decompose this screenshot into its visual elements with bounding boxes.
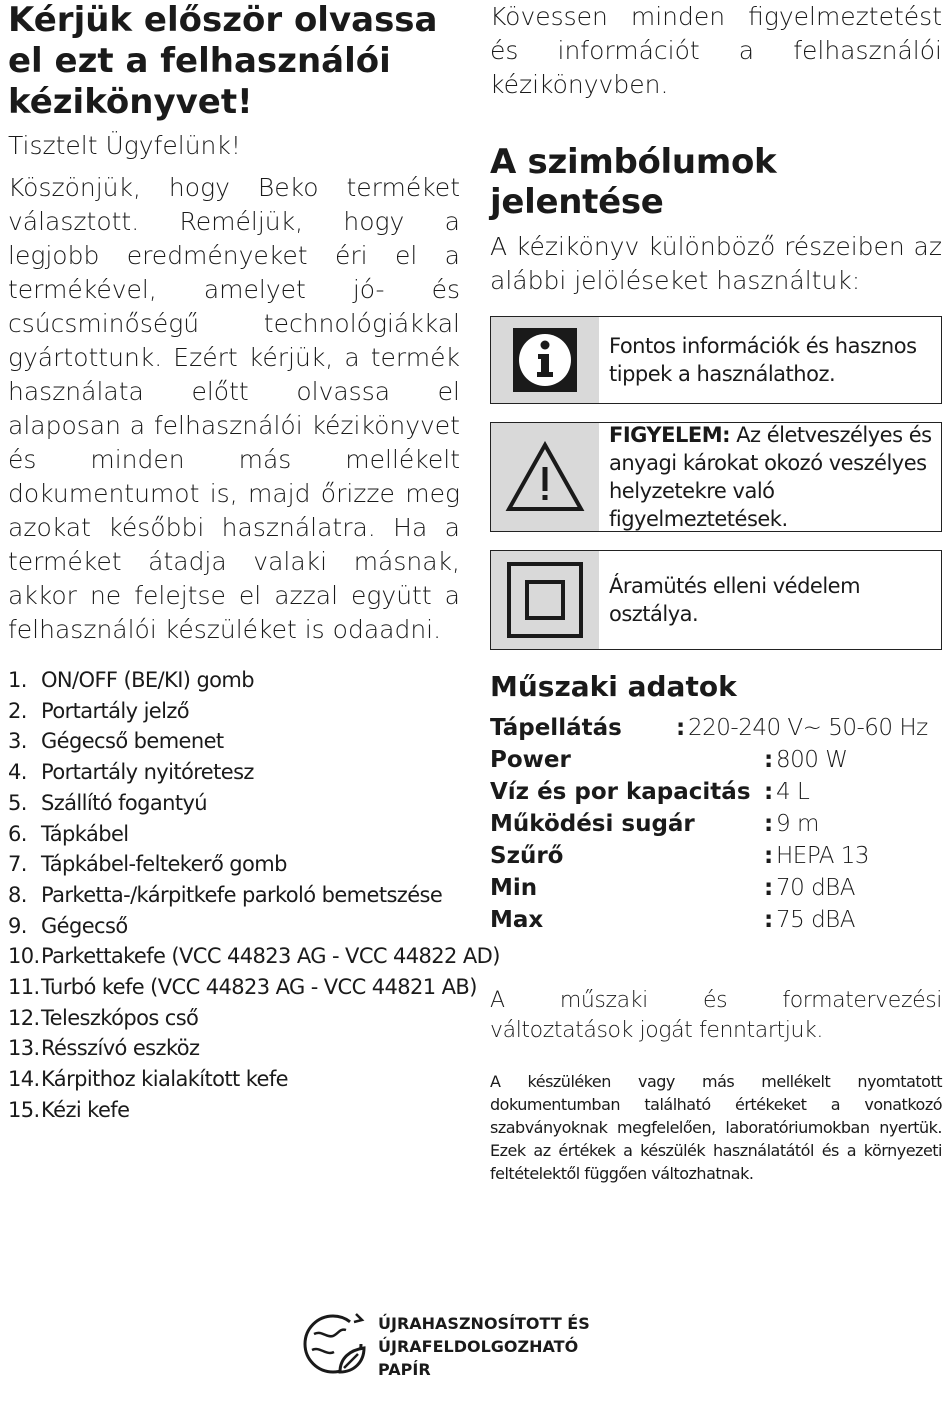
list-item: 3. Gégecső bemenet <box>8 729 224 754</box>
symbol-info-box <box>490 316 942 404</box>
table-row: Víz és por kapacitás : 4 L <box>490 779 810 805</box>
symbol-class-box <box>490 550 942 650</box>
parts-list <box>8 665 500 1126</box>
rights-note: A műszaki és formatervezési változtatások jogát fenntartjuk. <box>490 988 942 1043</box>
list-item: 12. Teleszkópos cső <box>8 1005 199 1030</box>
table-row: Működési sugár : 9 m <box>490 811 819 837</box>
list-item: 5. Szállító fogantyú <box>8 790 208 815</box>
list-item: 4. Portartály nyitóretesz <box>8 760 254 785</box>
table-row: Power : 800 W <box>490 747 848 773</box>
info-icon <box>491 317 599 403</box>
list-item: 7. Tápkábel-feltekerő gomb <box>8 852 287 877</box>
double-insulation-icon <box>491 551 599 649</box>
intro-paragraph: Köszönjük, hogy Beko terméket választott. Reméljük, hogy a legjobb eredményeket éri el a termékével, amelyet jó- és csúcsminőségű technológiákkal gyártottunk. Ezért kérjük, a termék használata előtt olvassa el alaposan a felhasználói kézikönyvet és minden más mellékelt dokumentumot is, majd őrizze meg azokat későbbi használatra. Ha a terméket átadja valaki másnak, akkor ne felejtse el azzal együtt a felhasználói készüléket is odaadni. <box>8 173 460 644</box>
footer-text: ÚJRAHASZNOSÍTOTT ÉS ÚJRAFELDOLGOZHATÓ PAPÍR <box>378 1313 590 1379</box>
specs-table <box>490 744 869 936</box>
warning-icon <box>491 423 599 531</box>
recycle-globe-icon <box>300 1306 370 1386</box>
symbol-description: Fontos információk és hasznos tippek a használathoz. <box>609 334 917 386</box>
symbol-warning-box <box>490 422 942 532</box>
table-row: Min : 70 dBA <box>490 875 855 901</box>
list-item: 14. Kárpithoz kialakított kefe <box>8 1067 288 1092</box>
list-item: 10. Parkettakefe (VCC 44823 AG - VCC 44822 AD) <box>8 944 500 969</box>
left-column <box>8 0 500 1126</box>
list-item: 2. Portartály jelző <box>8 698 190 723</box>
list-item: 6. Tápkábel <box>8 821 129 846</box>
list-item: 15. Kézi kefe <box>8 1097 130 1122</box>
right-column <box>490 0 942 1201</box>
list-item: 1. ON/OFF (BE/KI) gomb <box>8 668 255 692</box>
salutation: Tisztelt Ügyfelünk! <box>8 131 241 160</box>
specs-table <box>490 712 928 744</box>
specs-heading: Műszaki adatok <box>490 670 737 703</box>
table-row: Tápellátás : 220-240 V~ 50-60 Hz <box>490 715 928 741</box>
list-item: 11. Turbó kefe (VCC 44823 AG - VCC 44821 AB) <box>8 975 477 1000</box>
warnings-intro: Kövessen minden figyelmeztetést és információt a felhasználói kézikönyvben. <box>490 2 942 99</box>
measurement-note: A készüléken vagy más mellékelt nyomtatott dokumentumban található értékeket a vonatkozó szabványoknak megfelelően, laboratóriumokban nyertük. Ezek az értékek a készülék használatától és a környezeti feltételektől függően változhatnak. <box>490 1072 942 1183</box>
symbols-heading: A szimbólumok jelentése <box>490 142 777 222</box>
list-item: 9. Gégecső <box>8 913 128 938</box>
table-row: Szűrő : HEPA 13 <box>490 843 870 869</box>
table-row: Max : 75 dBA <box>490 907 855 933</box>
page-title: Kérjük először olvassa el ezt a felhasználói kézikönyvet! <box>8 0 438 122</box>
symbol-description: FIGYELEM: Az életveszélyes és anyagi károkat okozó veszélyes helyzetekre való figyelmeztetések. <box>609 423 932 531</box>
symbol-description: Áramütés elleni védelem osztálya. <box>609 574 861 626</box>
symbols-intro: A kézikönyv különböző részeiben az alábbi jelöléseket használtuk: <box>490 232 942 295</box>
recycled-paper-footer <box>300 1306 590 1386</box>
list-item: 13. Résszívó eszköz <box>8 1036 200 1061</box>
list-item: 8. Parketta-/kárpitkefe parkoló bemetszése <box>8 882 443 907</box>
